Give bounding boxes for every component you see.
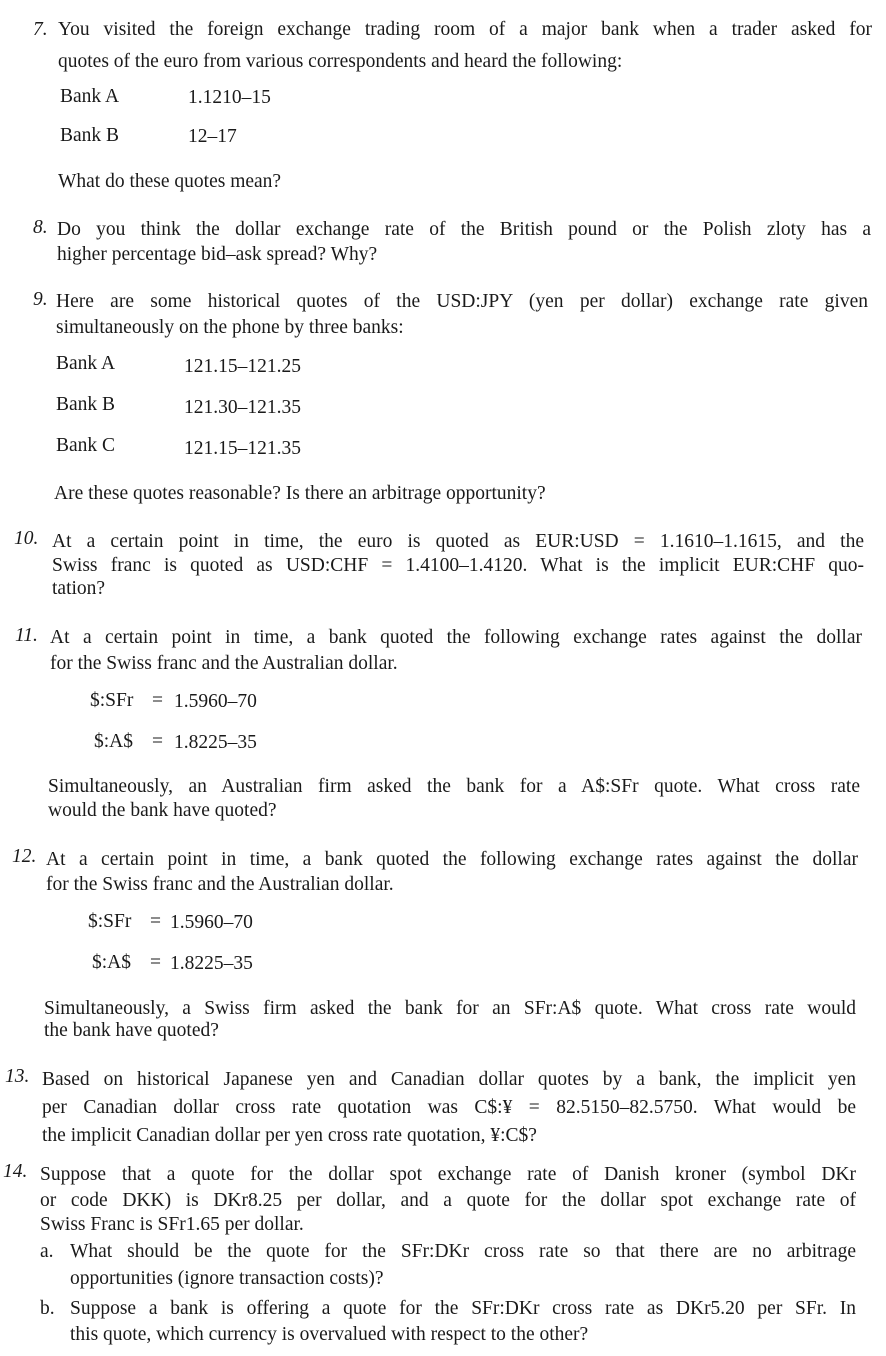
question-text-line: At a certain point in time, the euro is quoted as EUR:USD = 1.1610–1.1615, and the xyxy=(52,531,864,552)
rate-pair: $:A$ xyxy=(94,731,133,752)
part-label: b. xyxy=(40,1298,55,1319)
question-text-line: tation? xyxy=(52,578,106,599)
bank-quote: 121.30–121.35 xyxy=(184,397,301,418)
question-number: 7. xyxy=(33,19,48,40)
rate-value: 1.8225–35 xyxy=(174,732,257,753)
question-text-line: Swiss franc is quoted as USD:CHF = 1.4100–1.4120. What is the implicit EUR:CHF quo- xyxy=(52,555,864,576)
bank-label: Bank A xyxy=(56,353,116,374)
question-prompt: Are these quotes reasonable? Is there an arbitrage opportunity? xyxy=(54,483,546,504)
question-text-line: higher percentage bid–ask spread? Why? xyxy=(57,244,378,265)
bank-label: Bank A xyxy=(60,86,120,107)
rate-value: 1.8225–35 xyxy=(170,953,253,974)
part-label: a. xyxy=(40,1241,54,1262)
rate-pair: $:SFr xyxy=(88,911,132,932)
rate-equals: = xyxy=(150,911,161,932)
bank-label: Bank B xyxy=(56,394,116,415)
bank-quote: 121.15–121.25 xyxy=(184,356,301,377)
rate-pair: $:SFr xyxy=(90,690,134,711)
question-text-line: At a certain point in time, a bank quoted the following exchange rates against the dollar xyxy=(50,627,862,648)
question-number: 10. xyxy=(14,528,39,549)
rate-value: 1.5960–70 xyxy=(174,691,257,712)
question-text-line: or code DKK) is DKr8.25 per dollar, and a quote for the dollar spot exchange rate of xyxy=(40,1190,856,1211)
rate-pair: $:A$ xyxy=(92,952,131,973)
rate-value: 1.5960–70 xyxy=(170,912,253,933)
rate-equals: = xyxy=(152,690,163,711)
question-text-line: Suppose that a quote for the dollar spot exchange rate of Danish kroner (symbol DKr xyxy=(40,1164,856,1185)
question-number: 9. xyxy=(33,289,48,310)
question-text-line: simultaneously on the phone by three banks: xyxy=(56,317,404,338)
bank-quote: 1.1210–15 xyxy=(188,87,271,108)
question-text-line: quotes of the euro from various correspondents and heard the following: xyxy=(58,51,623,72)
bank-quote: 12–17 xyxy=(188,126,237,147)
question-text-line: for the Swiss franc and the Australian dollar. xyxy=(46,874,394,895)
question-text-line: Here are some historical quotes of the USD:JPY (yen per dollar) exchange rate given xyxy=(56,291,868,312)
question-number: 11. xyxy=(15,625,38,646)
bank-quote: 121.15–121.35 xyxy=(184,438,301,459)
question-text-line: Based on historical Japanese yen and Canadian dollar quotes by a bank, the implicit yen xyxy=(42,1069,856,1090)
question-text-line: the bank have quoted? xyxy=(44,1020,219,1041)
part-text-line: this quote, which currency is overvalued with respect to the other? xyxy=(70,1324,589,1345)
question-number: 13. xyxy=(5,1066,30,1087)
question-text-line: Do you think the dollar exchange rate of the British pound or the Polish zloty has a xyxy=(57,219,871,240)
question-text-line: Swiss Franc is SFr1.65 per dollar. xyxy=(40,1214,304,1235)
part-text-line: What should be the quote for the SFr:DKr cross rate so that there are no arbitrage xyxy=(70,1241,856,1262)
question-number: 8. xyxy=(33,217,48,238)
question-text-line: Simultaneously, a Swiss firm asked the bank for an SFr:A$ quote. What cross rate would xyxy=(44,998,856,1019)
part-text-line: Suppose a bank is offering a quote for the SFr:DKr cross rate as DKr5.20 per SFr. In xyxy=(70,1298,856,1319)
question-text-line: Simultaneously, an Australian firm asked the bank for a A$:SFr quote. What cross rate xyxy=(48,776,860,797)
bank-label: Bank C xyxy=(56,435,116,456)
question-text-line: would the bank have quoted? xyxy=(48,800,277,821)
part-text-line: opportunities (ignore transaction costs)? xyxy=(70,1268,384,1289)
question-number: 14. xyxy=(3,1161,28,1182)
rate-equals: = xyxy=(152,731,163,752)
question-number: 12. xyxy=(12,846,37,867)
question-text-line: At a certain point in time, a bank quoted the following exchange rates against the dollar xyxy=(46,849,858,870)
question-text-line: for the Swiss franc and the Australian dollar. xyxy=(50,653,398,674)
question-text-line: per Canadian dollar cross rate quotation was C$:¥ = 82.5150–82.5750. What would be xyxy=(42,1097,856,1118)
question-text-line: You visited the foreign exchange trading room of a major bank when a trader asked for xyxy=(58,19,872,40)
question-text-line: the implicit Canadian dollar per yen cross rate quotation, ¥:C$? xyxy=(42,1125,537,1146)
rate-equals: = xyxy=(150,952,161,973)
bank-label: Bank B xyxy=(60,125,120,146)
question-prompt: What do these quotes mean? xyxy=(58,171,282,192)
